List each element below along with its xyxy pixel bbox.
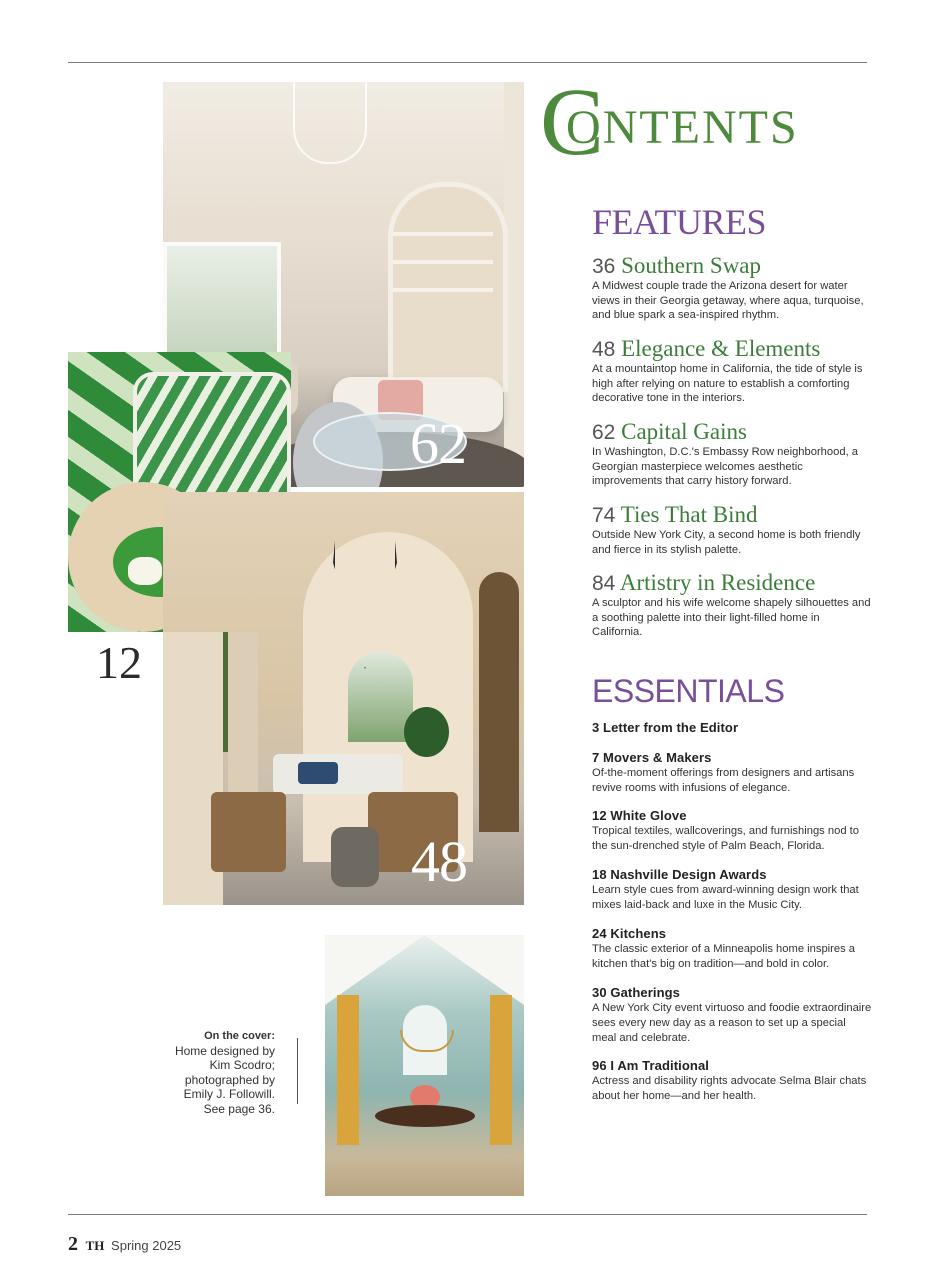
coral-shape bbox=[128, 557, 162, 585]
sofa-shape bbox=[273, 754, 403, 794]
essential-title: 7 Movers & Makers bbox=[592, 750, 712, 765]
dining-table bbox=[375, 1105, 475, 1127]
feature-title: Artistry in Residence bbox=[619, 570, 816, 595]
feature-item[interactable] bbox=[592, 337, 872, 406]
essential-title: 24 Kitchens bbox=[592, 926, 667, 941]
page-number: 2 bbox=[68, 1233, 78, 1255]
stool-shape bbox=[331, 827, 379, 887]
essential-item[interactable] bbox=[592, 867, 872, 913]
top-rule bbox=[68, 62, 867, 63]
essentials-heading: ESSENTIALS bbox=[592, 673, 785, 709]
plant-shape bbox=[404, 707, 449, 757]
feature-description: At a mountaintop home in California, the tide of style is high after relying on nature to establish a comforting decorative tone in the interiors. bbox=[592, 363, 863, 404]
issue-label: Spring 2025 bbox=[111, 1238, 182, 1253]
chandelier-shape bbox=[293, 82, 367, 164]
photo-page-number: 12 bbox=[96, 637, 142, 688]
feature-description: In Washington, D.C.'s Embassy Row neighborhood, a Georgian masterpiece welcomes aesthetic improvements that carry history forward. bbox=[592, 446, 859, 487]
pillow-shape bbox=[298, 762, 338, 784]
essential-title: 18 Nashville Design Awards bbox=[592, 867, 767, 882]
wicker-chair bbox=[211, 792, 286, 872]
magazine-name: TH bbox=[85, 1238, 105, 1253]
feature-title: Elegance & Elements bbox=[621, 336, 821, 361]
caption-line: Emily J. Followill. bbox=[183, 1087, 275, 1101]
door-shape bbox=[479, 572, 519, 832]
features-heading: FEATURES bbox=[592, 202, 767, 242]
bottom-rule bbox=[68, 1214, 867, 1215]
feature-title: Capital Gains bbox=[621, 419, 747, 444]
feature-page: 36 bbox=[592, 255, 616, 278]
feature-page: 74 bbox=[592, 504, 616, 527]
essential-item[interactable] bbox=[592, 1058, 872, 1104]
feature-page: 84 bbox=[592, 572, 616, 595]
shelf bbox=[393, 232, 493, 236]
page-footer bbox=[68, 1233, 181, 1256]
cover-caption bbox=[150, 1029, 275, 1116]
title-initial: C bbox=[540, 68, 605, 175]
essential-item[interactable] bbox=[592, 985, 872, 1045]
caption-line: photographed by bbox=[184, 1072, 275, 1087]
essential-description: Actress and disability rights advocate Selma Blair chats about her home—and her health. bbox=[592, 1075, 867, 1102]
photo-loggia[interactable] bbox=[163, 492, 524, 905]
shelf bbox=[393, 288, 493, 292]
bookshelf-niche bbox=[388, 182, 508, 392]
essential-description: A New York City event virtuoso and foodie extraordinaire sees every new day as a reason to set up a special meal and celebrate. bbox=[592, 1002, 872, 1044]
caption-divider bbox=[297, 1038, 298, 1104]
shelf bbox=[393, 260, 493, 264]
title-rest: ONTENTS bbox=[566, 101, 799, 154]
feature-item[interactable] bbox=[592, 420, 872, 489]
pillar-shape bbox=[228, 632, 258, 792]
essential-title: 30 Gatherings bbox=[592, 985, 680, 1000]
essential-title: 96 I Am Traditional bbox=[592, 1058, 710, 1073]
caption-line: Kim Scodro; bbox=[209, 1058, 275, 1072]
caption-line: Home designed by bbox=[174, 1043, 275, 1058]
feature-item[interactable] bbox=[592, 571, 872, 640]
essential-description: Learn style cues from award-winning design work that mixes laid-back and luxe in the Music City. bbox=[592, 884, 859, 911]
feature-description: A Midwest couple trade the Arizona desert for water views in their Georgia getaway, where aqua, turquoise, and blue spark a sea-inspired rhythm. bbox=[592, 280, 864, 321]
feature-description: A sculptor and his wife welcome shapely silhouettes and a soothing palette into their light-filled home in California. bbox=[592, 597, 871, 638]
essential-item[interactable] bbox=[592, 720, 872, 736]
essential-title: 3 Letter from the Editor bbox=[592, 720, 739, 735]
page-title bbox=[540, 68, 799, 175]
feature-description: Outside New York City, a second home is both friendly and fierce in its stylish palette. bbox=[592, 529, 861, 556]
caption-line: See page 36. bbox=[203, 1101, 275, 1116]
photo-cover[interactable] bbox=[325, 935, 524, 1196]
essential-description: Tropical textiles, wallcoverings, and furnishings nod to the sun-drenched style of Palm Beach, Florida. bbox=[592, 825, 859, 852]
feature-page: 62 bbox=[592, 421, 616, 444]
feature-title: Southern Swap bbox=[621, 253, 762, 278]
essential-item[interactable] bbox=[592, 750, 872, 796]
feature-page: 48 bbox=[592, 338, 616, 361]
curtain-shape bbox=[490, 995, 512, 1145]
essential-item[interactable] bbox=[592, 926, 872, 972]
feature-item[interactable] bbox=[592, 503, 872, 557]
photo-page-number: 62 bbox=[410, 411, 466, 476]
caption-heading: On the cover: bbox=[204, 1030, 275, 1042]
essential-item[interactable] bbox=[592, 808, 872, 854]
curtain-shape bbox=[337, 995, 359, 1145]
essential-description: Of-the-moment offerings from designers and artisans revive rooms with infusions of elegance. bbox=[592, 767, 855, 794]
essential-description: The classic exterior of a Minneapolis home inspires a kitchen that's big on tradition—and bold in color. bbox=[592, 943, 856, 970]
feature-title: Ties That Bind bbox=[620, 502, 758, 527]
photo-page-number: 48 bbox=[411, 829, 467, 894]
feature-item[interactable] bbox=[592, 254, 872, 323]
essential-title: 12 White Glove bbox=[592, 808, 687, 823]
